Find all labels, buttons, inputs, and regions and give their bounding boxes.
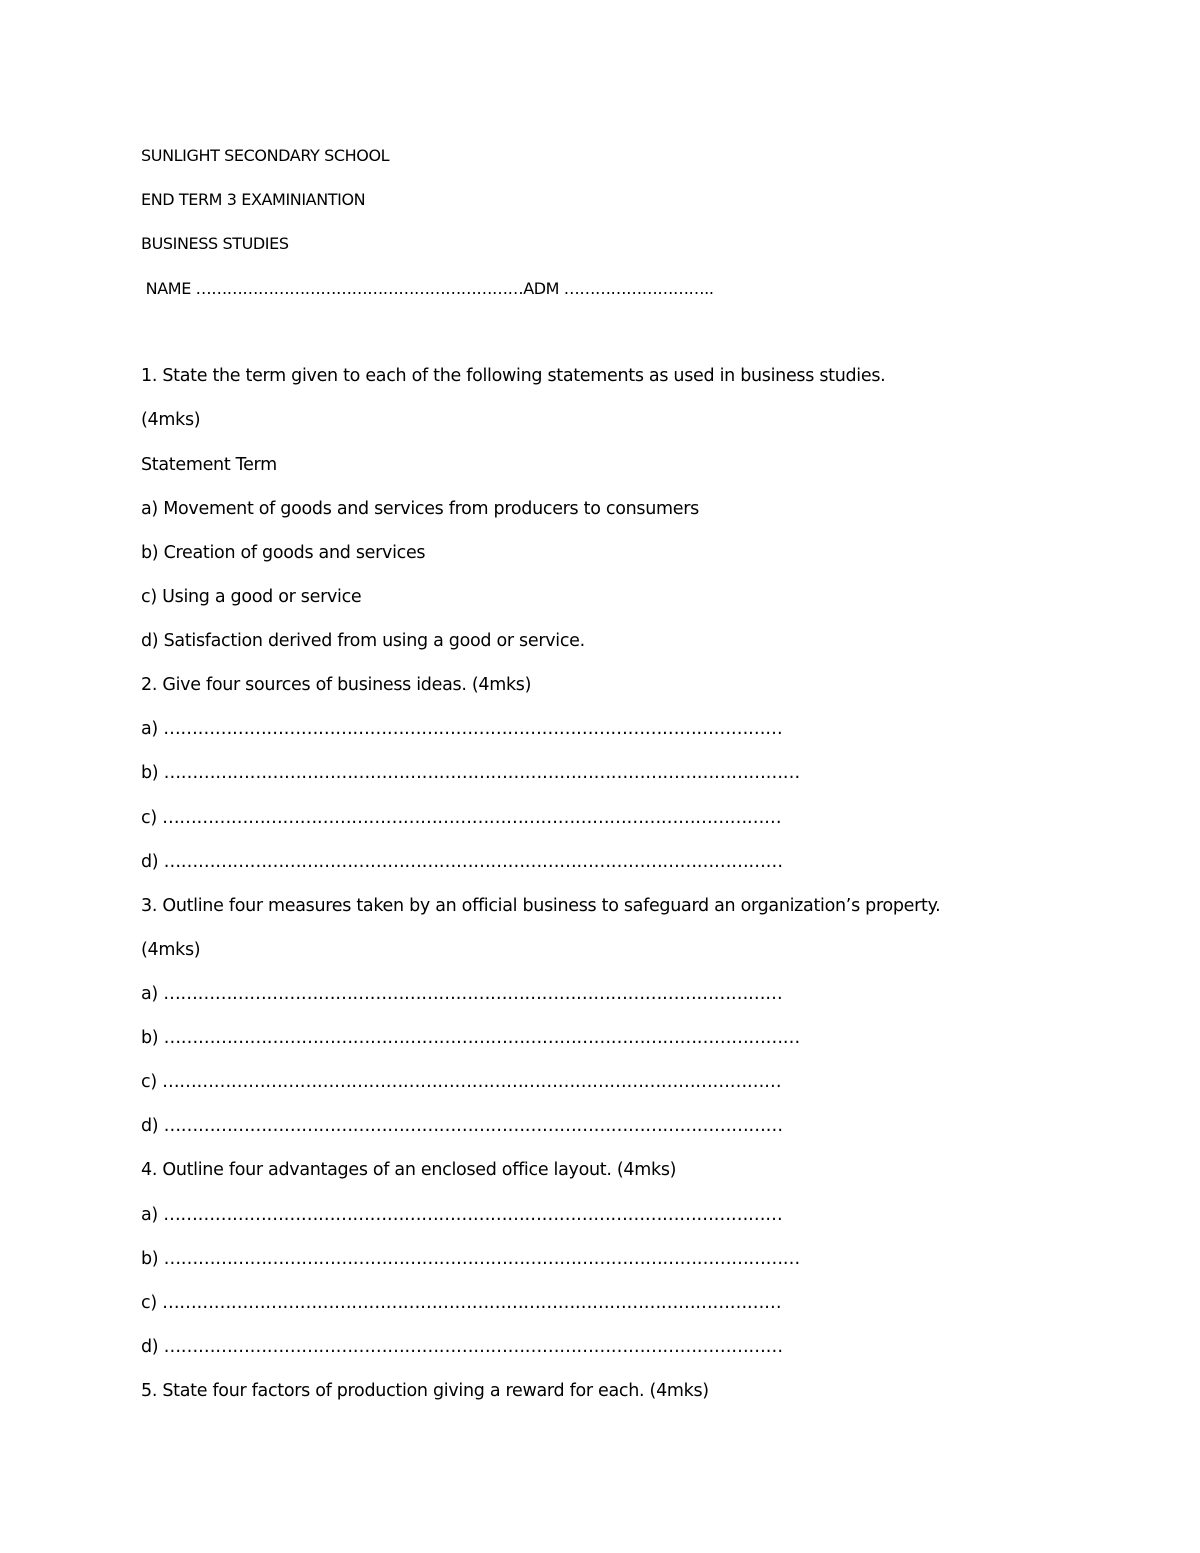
answer-line: b) ………………………………………………………………………………………………… (141, 1249, 800, 1269)
answer-line: a) ……………………………………………………………………………………………… (141, 1205, 783, 1225)
question-1-text: 1. State the term given to each of the following statements as used in business studies. (141, 366, 886, 386)
question-1-item: b) Creation of goods and services (141, 543, 426, 563)
answer-line: b) ………………………………………………………………………………………………… (141, 763, 800, 783)
answer-line: d) ……………………………………………………………………………………………… (141, 852, 783, 872)
answer-line: d) ……………………………………………………………………………………………… (141, 1337, 783, 1357)
question-5-text: 5. State four factors of production giving a reward for each. (4mks) (141, 1381, 709, 1401)
answer-line: c) ……………………………………………………………………………………………… (141, 1072, 782, 1092)
answer-line: a) ……………………………………………………………………………………………… (141, 719, 783, 739)
answer-line: a) ……………………………………………………………………………………………… (141, 984, 783, 1004)
subject-title: BUSINESS STUDIES (141, 234, 289, 253)
answer-line: b) ………………………………………………………………………………………………… (141, 1028, 800, 1048)
question-4-text: 4. Outline four advantages of an enclosed office layout. (4mks) (141, 1160, 677, 1180)
answer-line: d) ……………………………………………………………………………………………… (141, 1116, 783, 1136)
question-1-table-header: Statement Term (141, 455, 277, 475)
question-1-item: d) Satisfaction derived from using a good or service. (141, 631, 585, 651)
school-name: SUNLIGHT SECONDARY SCHOOL (141, 146, 390, 165)
answer-line: c) ……………………………………………………………………………………………… (141, 808, 782, 828)
answer-line: c) ……………………………………………………………………………………………… (141, 1293, 782, 1313)
question-3-marks: (4mks) (141, 940, 201, 960)
question-1-item: c) Using a good or service (141, 587, 362, 607)
exam-title: END TERM 3 EXAMINIANTION (141, 190, 366, 209)
name-adm-line: NAME ………………………………………………………ADM ……………………….. (141, 279, 714, 298)
question-2-text: 2. Give four sources of business ideas. (4mks) (141, 675, 532, 695)
question-1-item: a) Movement of goods and services from producers to consumers (141, 499, 699, 519)
question-1-marks: (4mks) (141, 410, 201, 430)
question-3-text: 3. Outline four measures taken by an official business to safeguard an organization’s property. (141, 896, 941, 916)
